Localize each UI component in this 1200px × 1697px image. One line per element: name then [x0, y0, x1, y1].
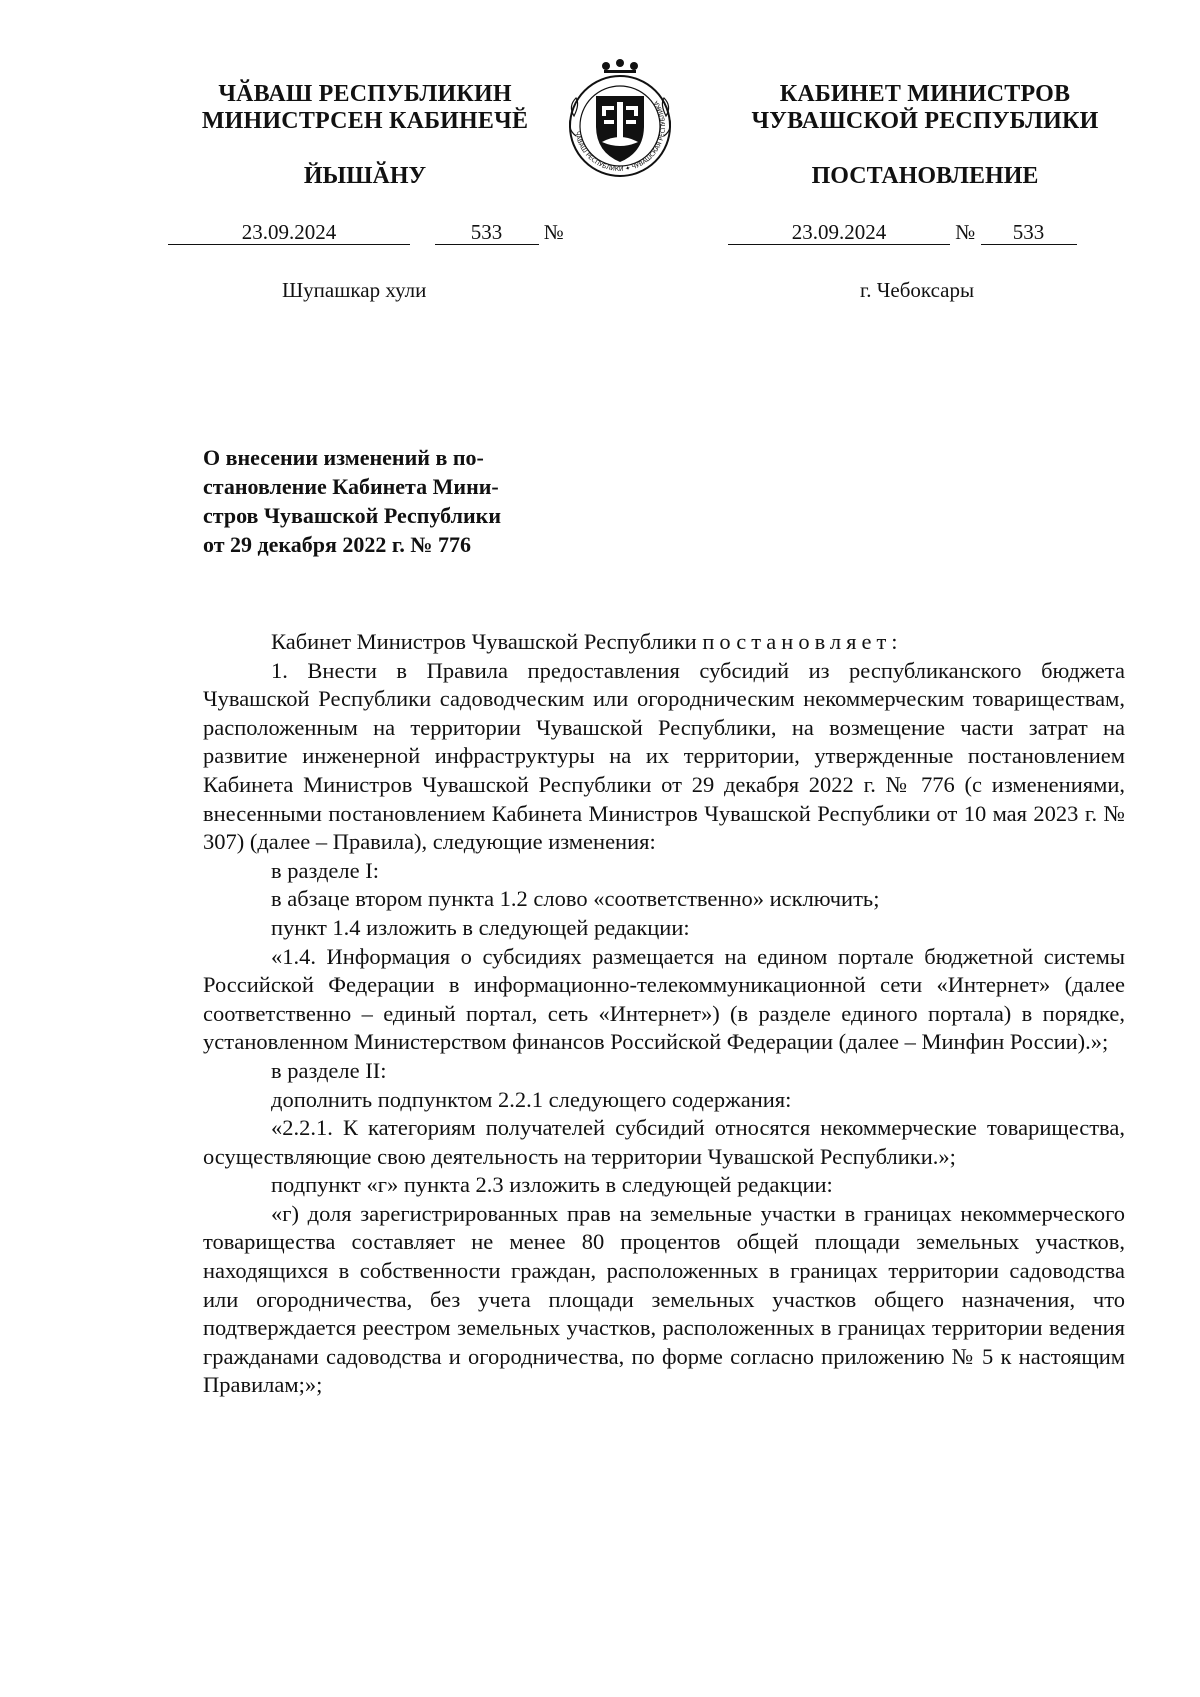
paragraph-10: «г) доля зарегистрированных прав на земельные участки в границах некоммерческого товарищества составляет не менее 80 процентов общей площади земельных участков, находящихся в собственности граждан, расположенных в границах территории садоводства или огородничества, без учета площади земельных участков общего назначения, что подтверждается реестром земельных участков, расположенных в границах территории ведения гражданами садоводства и огородничества, по форме согласно приложению № 5 к настоящим Правилам;»;: [203, 1200, 1125, 1398]
paragraph-4: пункт 1.4 изложить в следующей редакции:: [271, 914, 690, 940]
paragraph-9: подпункт «г» пункта 2.3 изложить в следующей редакции:: [271, 1172, 833, 1198]
left-number-sign: №: [543, 220, 564, 244]
right-date-number-line: [728, 220, 1077, 245]
russian-header-line1: КАБИНЕТ МИНИСТРОВ: [779, 81, 1071, 107]
paragraph-7: дополнить подпунктом 2.2.1 следующего содержания:: [271, 1086, 792, 1112]
russian-header-line2: ЧУВАШСКОЙ РЕСПУБЛИКИ: [751, 108, 1099, 134]
intro-verb: постановляет:: [702, 629, 903, 654]
paragraph-5: «1.4. Информация о субсидиях размещается на едином портале бюджетной системы Российской Федерации в информационно-телекоммуникационной сети «Интернет» (далее соответственно – единый портал, сеть «Интернет») (в разделе единого портала) в порядке, установленном Министерством финансов Российской Федерации (далее – Минфин России).»;: [203, 943, 1125, 1055]
chuvash-republic-emblem: [560, 56, 680, 182]
intro-paragraph: [203, 628, 1125, 657]
paragraph-8: «2.2.1. К категориям получателей субсидий относятся некоммерческие товарищества, осуществляющие свою деятельность на территории Чувашской Республики.»;: [203, 1115, 1125, 1169]
document-title: [203, 443, 573, 559]
chuvash-header: [150, 81, 580, 135]
right-number: 533: [981, 220, 1077, 245]
chuvash-header-line2: МИНИСТРСЕН КАБИНЕЧӖ: [201, 108, 529, 134]
paragraph-6: в разделе II:: [271, 1057, 387, 1083]
right-date: 23.09.2024: [728, 220, 950, 245]
left-date-number-line: [168, 220, 564, 245]
title-line-4: от 29 декабря 2022 г. № 776: [203, 532, 472, 557]
title-line-3: стров Чувашской Республики: [203, 503, 501, 528]
intro-prefix: Кабинет Министров Чувашской Республики: [271, 629, 697, 654]
svg-text:ЧӐВАШ РЕСПУБЛИКИ ✦ ЧУВАШСКАЯ Р: ЧӐВАШ РЕСПУБЛИКИ ✦ ЧУВАШСКАЯ РЕСПУБЛИКА: [573, 99, 668, 174]
left-date: 23.09.2024: [168, 220, 410, 245]
document-body: [203, 628, 1125, 1400]
paragraph-3: в абзаце втором пункта 1.2 слово «соответственно» исключить;: [271, 886, 880, 912]
chuvash-header-line1: ЧӐВАШ РЕСПУБЛИКИН: [218, 81, 512, 107]
chuvash-city: Шупашкар хули: [282, 278, 427, 302]
russian-city: г. Чебоксары: [860, 278, 975, 302]
paragraph-1: 1. Внести в Правила предоставления субсидий из республиканского бюджета Чувашской Республики садоводческим или огородническим некоммерческим товариществам, расположенным на территории Чувашской Республики, на возмещение части затрат на развитие инженерной инфраструктуры на их территории, утвержденные постановлением Кабинета Министров Чувашской Республики от 29 декабря 2022 г. № 776 (с изменениями, внесенными постановлением Кабинета Министров Чувашской Республики от 10 мая 2023 г. № 307) (далее – Правила), следующие изменения:: [203, 657, 1125, 855]
paragraph-2: в разделе I:: [271, 857, 379, 883]
russian-doc-type: ПОСТАНОВЛЕНИЕ: [811, 163, 1039, 189]
chuvash-doc-type: ЙЫШӐНУ: [303, 163, 427, 189]
title-line-1: О внесении изменений в по-: [203, 445, 484, 470]
left-number: 533: [435, 220, 539, 245]
right-number-sign: №: [955, 220, 976, 244]
title-line-2: становление Кабинета Мини-: [203, 474, 499, 499]
russian-header: [715, 81, 1135, 135]
